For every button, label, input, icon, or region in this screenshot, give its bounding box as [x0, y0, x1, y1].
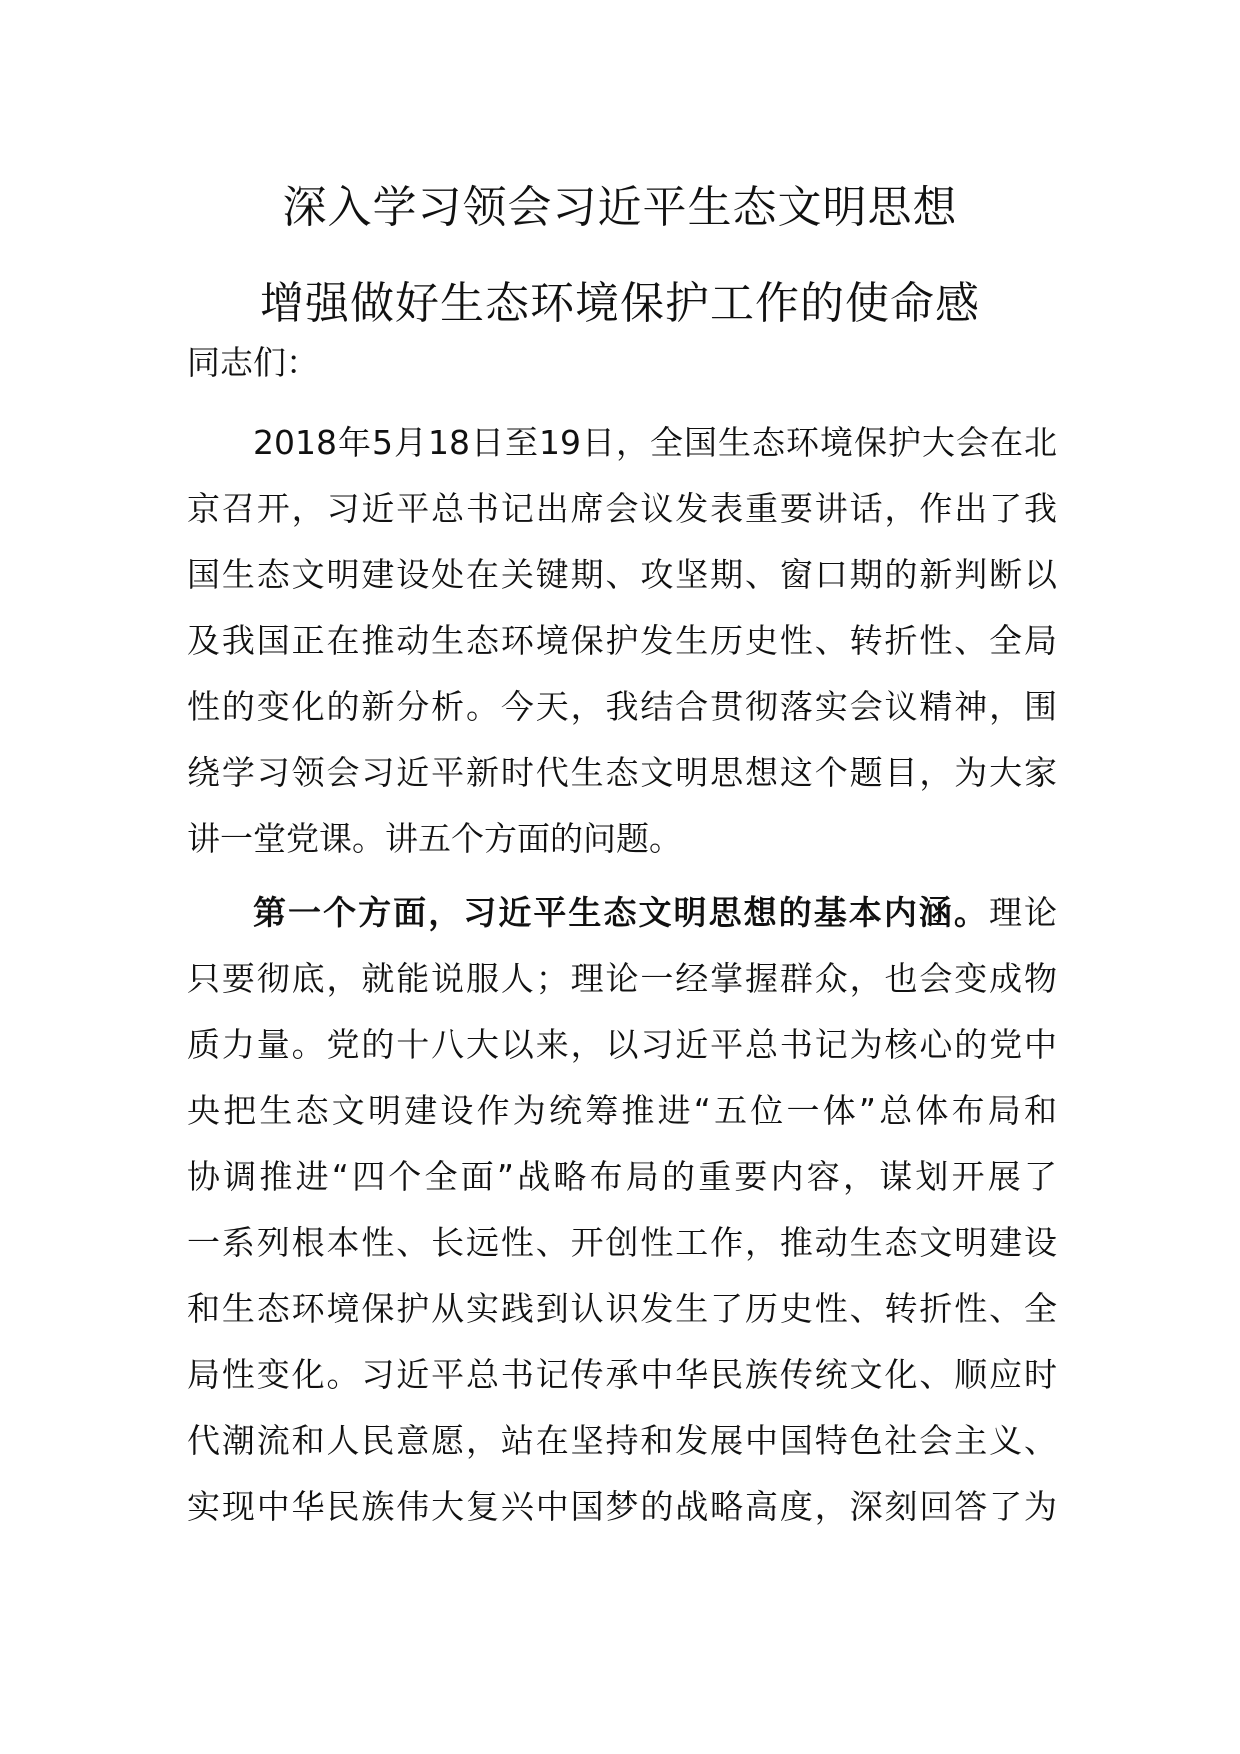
paragraph-line: 京召开，习近平总书记出席会议发表重要讲话，作出了我 [187, 489, 1057, 528]
paragraph-line: 央把生态文明建设作为统筹推进“五位一体”总体布局和 [187, 1091, 1057, 1130]
paragraph-line: 只要彻底，就能说服人；理论一经掌握群众，也会变成物 [187, 959, 1057, 998]
paragraph-line: 2018年5月18日至19日，全国生态环境保护大会在北 [253, 423, 1057, 462]
paragraph-line: 实现中华民族伟大复兴中国梦的战略高度，深刻回答了为 [187, 1487, 1057, 1526]
salutation: 同志们： [187, 343, 319, 382]
paragraph-line: 性的变化的新分析。今天，我结合贯彻落实会议精神，围 [187, 687, 1057, 726]
section-heading-inline: 第一个方面，习近平生态文明思想的基本内涵。 [253, 893, 989, 932]
paragraph-line: 绕学习领会习近平新时代生态文明思想这个题目，为大家 [187, 753, 1057, 792]
paragraph-line: 质力量。党的十八大以来，以习近平总书记为核心的党中 [187, 1025, 1057, 1064]
paragraph-line: 国生态文明建设处在关键期、攻坚期、窗口期的新判断以 [187, 555, 1057, 594]
title-line-2: 增强做好生态环境保护工作的使命感 [260, 278, 980, 329]
title-line-1: 深入学习领会习近平生态文明思想 [282, 182, 958, 233]
paragraph-line: 协调推进“四个全面”战略布局的重要内容，谋划开展了 [187, 1157, 1057, 1196]
paragraph-line: 代潮流和人民意愿，站在坚持和发展中国特色社会主义、 [187, 1421, 1057, 1460]
document-title [0, 160, 1240, 352]
paragraph-section-one [187, 880, 1057, 1540]
paragraph-line: 及我国正在推动生态环境保护发生历史性、转折性、全局 [187, 621, 1057, 660]
paragraph-line: 讲一堂党课。讲五个方面的问题。 [187, 819, 682, 858]
paragraph-first-line-rest: 理论 [988, 893, 1058, 932]
paragraph-line: 一系列根本性、长远性、开创性工作，推动生态文明建设 [187, 1223, 1057, 1262]
paragraph-line: 和生态环境保护从实践到认识发生了历史性、转折性、全 [187, 1289, 1057, 1328]
paragraph-line: 局性变化。习近平总书记传承中华民族传统文化、顺应时 [187, 1355, 1057, 1394]
paragraph-first-line [187, 880, 1057, 946]
paragraph-intro [187, 410, 1057, 872]
